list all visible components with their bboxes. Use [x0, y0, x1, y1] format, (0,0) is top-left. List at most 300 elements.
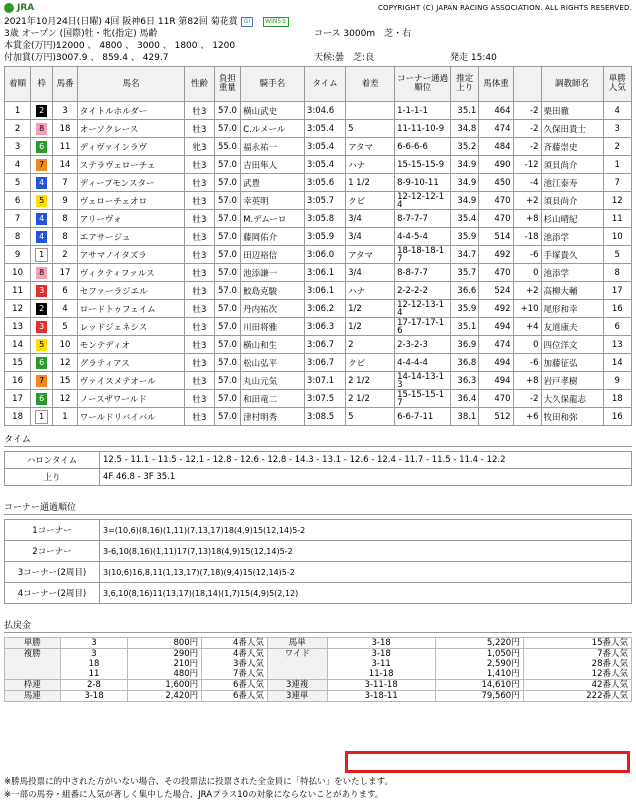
corner-title: コーナー通過順位: [4, 500, 632, 515]
cell-last3f: 35.2: [451, 138, 479, 156]
cell-popularity: 4: [603, 102, 632, 120]
cell-time: 3:06.1: [304, 264, 345, 282]
cell-last3f: 35.4: [451, 210, 479, 228]
cell-time: 3:05.4: [304, 120, 345, 138]
cell-body-weight: 492: [479, 246, 513, 264]
cell-popularity: 16: [603, 300, 632, 318]
cell-weight: 57.0: [214, 372, 240, 390]
payout-row: [5, 649, 632, 680]
cell-jockey[interactable]: 横山武史: [241, 102, 305, 120]
cell-margin: 1/2: [346, 300, 395, 318]
cell-rank: 7: [5, 210, 31, 228]
cell-trainer[interactable]: 手塚貴久: [541, 246, 603, 264]
cell-weight-diff: +8: [513, 210, 541, 228]
cell-time: 3:07.5: [304, 390, 345, 408]
waku-badge: 2: [36, 303, 47, 315]
waku-badge: 7: [36, 159, 47, 171]
cell-sex-age: 牡3: [185, 210, 214, 228]
corner-label: 2コーナー: [5, 541, 100, 562]
cell-trainer[interactable]: 池添学: [541, 228, 603, 246]
col-header-4: 性齢: [185, 67, 214, 102]
cell-weight: 57.0: [214, 264, 240, 282]
time-title: タイム: [4, 432, 632, 447]
cell-sex-age: 牡3: [185, 264, 214, 282]
cell-sex-age: 牡3: [185, 336, 214, 354]
cell-umaban: 3: [53, 102, 77, 120]
result-row: [5, 228, 632, 246]
cell-margin: 3/4: [346, 264, 395, 282]
result-row: [5, 246, 632, 264]
cell-body-weight: 470: [479, 264, 513, 282]
cell-time: 3:05.4: [304, 156, 345, 174]
payout-row: [5, 680, 632, 691]
cell-weight: 57.0: [214, 336, 240, 354]
cell-body-weight: 470: [479, 210, 513, 228]
cell-waku: [31, 318, 53, 336]
cell-trainer[interactable]: 池添学: [541, 264, 603, 282]
start-time: 発走 15:40: [450, 53, 497, 63]
cell-umaban: 14: [53, 156, 77, 174]
cell-margin: [346, 102, 395, 120]
col-header-11: 馬体重: [479, 67, 513, 102]
cell-sex-age: 牡3: [185, 156, 214, 174]
cell-trainer[interactable]: 高柳大輔: [541, 282, 603, 300]
cell-trainer[interactable]: 須貝尚介: [541, 192, 603, 210]
cell-horse-name[interactable]: ディヴァインラヴ: [77, 138, 184, 156]
result-row: [5, 390, 632, 408]
cell-umaban: 7: [53, 174, 77, 192]
payout-payout-2: 14,610円: [435, 680, 523, 691]
cell-trainer[interactable]: 栗田徹: [541, 102, 603, 120]
cell-corner: 2-3-2-3: [395, 336, 451, 354]
cell-weight-diff: +2: [513, 192, 541, 210]
payout-payout: 2,420円: [128, 691, 202, 702]
cell-body-weight: 494: [479, 372, 513, 390]
cell-horse-name[interactable]: アリーヴォ: [77, 210, 184, 228]
cell-trainer[interactable]: 岩戸孝樹: [541, 372, 603, 390]
cell-weight: 57.0: [214, 228, 240, 246]
cell-trainer[interactable]: 池江泰寿: [541, 174, 603, 192]
cell-waku: [31, 156, 53, 174]
cell-trainer[interactable]: 友道康夫: [541, 318, 603, 336]
cell-jockey[interactable]: 幸英明: [241, 192, 305, 210]
cell-jockey[interactable]: 吉田隼人: [241, 156, 305, 174]
cell-jockey[interactable]: M.デムーロ: [241, 210, 305, 228]
logo-text: JRA: [17, 3, 35, 13]
cell-horse-name[interactable]: アサマノイタズラ: [77, 246, 184, 264]
cell-body-weight: 474: [479, 120, 513, 138]
cell-popularity: 18: [603, 390, 632, 408]
cell-time: 3:06.1: [304, 282, 345, 300]
payout-combo-2: 3-18: [327, 638, 435, 649]
halon-value: 12.5 - 11.1 - 11.5 - 12.1 - 12.8 - 12.6 - 12.8 - 14.3 - 13.1 - 12.6 - 12.4 - 11.7 - 11.5 - 11.4 - 12.2: [100, 452, 632, 469]
cell-weight-diff: -2: [513, 390, 541, 408]
cell-corner: 6-6-6-6: [395, 138, 451, 156]
cell-weight: 57.0: [214, 210, 240, 228]
cell-weight: 57.0: [214, 390, 240, 408]
waku-badge: 1: [35, 410, 48, 424]
cell-rank: 10: [5, 264, 31, 282]
cell-rank: 1: [5, 102, 31, 120]
cell-horse-name[interactable]: レッドジェネシス: [77, 318, 184, 336]
cell-weight-diff: +6: [513, 408, 541, 426]
cell-last3f: 34.8: [451, 120, 479, 138]
cell-jockey[interactable]: 和田竜二: [241, 390, 305, 408]
cell-body-weight: 470: [479, 390, 513, 408]
cell-trainer[interactable]: 久保田貴士: [541, 120, 603, 138]
cell-body-weight: 514: [479, 228, 513, 246]
cell-rank: 12: [5, 300, 31, 318]
cell-sex-age: 牡3: [185, 372, 214, 390]
cell-waku: [31, 354, 53, 372]
cell-umaban: 2: [53, 246, 77, 264]
cell-popularity: 1: [603, 156, 632, 174]
cell-umaban: 15: [53, 372, 77, 390]
cell-weight: 57.0: [214, 282, 240, 300]
waku-badge: 3: [36, 321, 47, 333]
cell-last3f: 36.8: [451, 354, 479, 372]
cell-weight-diff: -2: [513, 102, 541, 120]
cell-popularity: 14: [603, 354, 632, 372]
win5-badge: [263, 17, 288, 27]
cell-umaban: 18: [53, 120, 77, 138]
payout-payout-2: 5,220円: [435, 638, 523, 649]
cell-waku: [31, 372, 53, 390]
result-row: [5, 264, 632, 282]
cell-weight-diff: -18: [513, 228, 541, 246]
payout-bet-type-2: ワイド: [267, 649, 327, 680]
payout-title: 払戻金: [4, 618, 632, 633]
cell-trainer[interactable]: 須貝尚介: [541, 156, 603, 174]
cell-horse-name[interactable]: ディープモンスター: [77, 174, 184, 192]
cell-body-weight: 494: [479, 354, 513, 372]
cell-horse-name[interactable]: ワールドリバイバル: [77, 408, 184, 426]
cell-jockey[interactable]: C.ルメール: [241, 120, 305, 138]
corner-row: [5, 520, 632, 541]
race-conditions: 3歳 オープン (国際)牡・牝(指定) 馬齢: [4, 29, 158, 39]
cell-time: 3:05.8: [304, 210, 345, 228]
cell-sex-age: 牡3: [185, 228, 214, 246]
cell-horse-name[interactable]: ノースザワールド: [77, 390, 184, 408]
cell-margin: クビ: [346, 354, 395, 372]
payout-popularity-2: 222番人気: [523, 691, 631, 702]
cell-sex-age: 牡3: [185, 408, 214, 426]
race-title: 2021年10月24日(日曜) 4回 阪神6日 11R 第82回 菊花賞: [4, 17, 238, 27]
cell-corner: 8-9-10-11: [395, 174, 451, 192]
cell-umaban: 5: [53, 318, 77, 336]
cell-body-weight: 484: [479, 138, 513, 156]
col-header-0: 着順: [5, 67, 31, 102]
corner-label: 1コーナー: [5, 520, 100, 541]
corner-label: 4コーナー(2周目): [5, 583, 100, 604]
cell-time: 3:06.2: [304, 300, 345, 318]
cell-time: 3:08.5: [304, 408, 345, 426]
cell-umaban: 17: [53, 264, 77, 282]
result-row: [5, 372, 632, 390]
col-header-2: 馬番: [53, 67, 77, 102]
cell-jockey[interactable]: 丸山元気: [241, 372, 305, 390]
cell-margin: 1 1/2: [346, 174, 395, 192]
cell-popularity: 17: [603, 282, 632, 300]
race-header: [0, 16, 636, 64]
payout-combo: 3: [60, 638, 128, 649]
payout-combo-2: 3-18-11: [327, 691, 435, 702]
cell-waku: [31, 246, 53, 264]
cell-weight: 57.0: [214, 156, 240, 174]
cell-last3f: 34.9: [451, 174, 479, 192]
cell-horse-name[interactable]: ステラヴェローチェ: [77, 156, 184, 174]
cell-trainer[interactable]: 尾形和幸: [541, 300, 603, 318]
cell-margin: 2 1/2: [346, 372, 395, 390]
cell-time: 3:05.4: [304, 138, 345, 156]
payout-popularity: 4番人気: [202, 638, 268, 649]
cell-jockey[interactable]: 鮫島克駿: [241, 282, 305, 300]
cell-rank: 2: [5, 120, 31, 138]
cell-weight: 55.0: [214, 138, 240, 156]
cell-weight-diff: +8: [513, 372, 541, 390]
cell-trainer[interactable]: 杉山晴紀: [541, 210, 603, 228]
cell-jockey[interactable]: 田辺裕信: [241, 246, 305, 264]
col-header-1: 枠: [31, 67, 53, 102]
cell-corner: 8-7-7-7: [395, 210, 451, 228]
cell-popularity: 13: [603, 336, 632, 354]
cell-weight-diff: -6: [513, 354, 541, 372]
cell-trainer[interactable]: 斉藤崇史: [541, 138, 603, 156]
cell-weight: 57.0: [214, 120, 240, 138]
cell-waku: [31, 192, 53, 210]
cell-popularity: 10: [603, 228, 632, 246]
halon-row: [5, 452, 632, 469]
cell-time: 3:05.7: [304, 192, 345, 210]
halon-label: ハロンタイム: [5, 452, 100, 469]
cell-waku: [31, 174, 53, 192]
cell-sex-age: 牡3: [185, 102, 214, 120]
cell-rank: 16: [5, 372, 31, 390]
payout-payout-2: 1,050円 2,590円 1,410円: [435, 649, 523, 680]
waku-badge: 7: [36, 375, 47, 387]
cell-body-weight: 494: [479, 318, 513, 336]
payout-bet-type: 単勝: [5, 638, 61, 649]
top-bar: [0, 0, 636, 16]
cell-weight-diff: +10: [513, 300, 541, 318]
col-header-7: タイム: [304, 67, 345, 102]
cell-margin: 2 1/2: [346, 390, 395, 408]
cell-rank: 6: [5, 192, 31, 210]
payout-bet-type-2: 馬単: [267, 638, 327, 649]
cell-time: 3:05.9: [304, 228, 345, 246]
cell-horse-name[interactable]: エアサージュ: [77, 228, 184, 246]
waku-badge: 5: [36, 195, 47, 207]
result-row: [5, 300, 632, 318]
cell-horse-name[interactable]: ヴィクティファルス: [77, 264, 184, 282]
addprize-values: 3007.9 、 859.4 、 429.7: [56, 53, 169, 63]
cell-time: 3:06.7: [304, 336, 345, 354]
results-body: [5, 102, 632, 426]
cell-sex-age: 牡3: [185, 120, 214, 138]
cell-horse-name[interactable]: ヴェローチェオロ: [77, 192, 184, 210]
cell-rank: 14: [5, 336, 31, 354]
payout-payout: 1,600円: [128, 680, 202, 691]
cell-corner: 12-12-12-14: [395, 192, 451, 210]
cell-time: 3:06.0: [304, 246, 345, 264]
cell-weight-diff: +2: [513, 282, 541, 300]
corner-value: 3-6,10(8,16)(1,11)17(7,13)18(4,9)15(12,14)5-2: [100, 541, 632, 562]
corner-row: [5, 541, 632, 562]
waku-badge: 4: [36, 231, 47, 243]
cell-corner: 2-2-2-2: [395, 282, 451, 300]
col-header-3: 馬名: [77, 67, 184, 102]
cell-weight: 57.0: [214, 246, 240, 264]
cell-margin: 3/4: [346, 210, 395, 228]
payout-popularity: 4番人気 3番人気 7番人気: [202, 649, 268, 680]
result-row: [5, 102, 632, 120]
cell-last3f: 35.1: [451, 102, 479, 120]
waku-badge: 4: [36, 177, 47, 189]
cell-umaban: 9: [53, 192, 77, 210]
cell-trainer[interactable]: 四位洋文: [541, 336, 603, 354]
payout-combo: 3-18: [60, 691, 128, 702]
payout-popularity-2: 15番人気: [523, 638, 631, 649]
highlight-box: [345, 751, 630, 773]
cell-popularity: 16: [603, 408, 632, 426]
payout-combo-2: 3-18 3-11 11-18: [327, 649, 435, 680]
cell-waku: [31, 282, 53, 300]
cell-time: 3:06.7: [304, 354, 345, 372]
payout-combo: 2-8: [60, 680, 128, 691]
cell-jockey[interactable]: 横山和生: [241, 336, 305, 354]
cell-corner: 15-15-15-17: [395, 390, 451, 408]
cell-umaban: 12: [53, 390, 77, 408]
cell-popularity: 3: [603, 120, 632, 138]
win5-number: ⑤: [281, 18, 287, 25]
cell-jockey[interactable]: 池添謙一: [241, 264, 305, 282]
cell-weight-diff: +4: [513, 318, 541, 336]
cell-popularity: 2: [603, 138, 632, 156]
cell-weight: 57.0: [214, 300, 240, 318]
result-row: [5, 282, 632, 300]
cell-jockey[interactable]: 松山弘平: [241, 354, 305, 372]
cell-corner: 1-1-1-1: [395, 102, 451, 120]
cell-jockey[interactable]: 藤岡佑介: [241, 228, 305, 246]
col-header-13: 調教師名: [541, 67, 603, 102]
copyright: COPYRIGHT (C) JAPAN RACING ASSOCIATION. ALL RIGHTS RESERVED.: [377, 4, 632, 12]
cell-time: 3:05.6: [304, 174, 345, 192]
cell-body-weight: 524: [479, 282, 513, 300]
payout-popularity: 6番人気: [202, 691, 268, 702]
corner-label: 3コーナー(2周目): [5, 562, 100, 583]
cell-umaban: 10: [53, 336, 77, 354]
cell-corner: 17-17-17-16: [395, 318, 451, 336]
corner-value: 3(10,6)16,8,11(1,13,17)(7,18)(9,4)15(12,14)5-2: [100, 562, 632, 583]
results-header-row: [5, 67, 632, 102]
cell-horse-name[interactable]: グラティアス: [77, 354, 184, 372]
cell-weight-diff: -2: [513, 120, 541, 138]
cell-margin: 5: [346, 408, 395, 426]
cell-jockey[interactable]: 津村明秀: [241, 408, 305, 426]
cell-umaban: 8: [53, 210, 77, 228]
result-row: [5, 192, 632, 210]
cell-jockey[interactable]: 丹内祐次: [241, 300, 305, 318]
cell-margin: 2: [346, 336, 395, 354]
cell-popularity: 6: [603, 318, 632, 336]
cell-body-weight: 512: [479, 408, 513, 426]
cell-corner: 12-12-13-14: [395, 300, 451, 318]
cell-waku: [31, 138, 53, 156]
payout-bet-type: 馬連: [5, 691, 61, 702]
cell-last3f: 38.1: [451, 408, 479, 426]
cell-horse-name[interactable]: オーソクレース: [77, 120, 184, 138]
payout-payout: 800円: [128, 638, 202, 649]
cell-last3f: 35.1: [451, 318, 479, 336]
waku-badge: 2: [36, 105, 47, 117]
cell-rank: 8: [5, 228, 31, 246]
cell-jockey[interactable]: 武豊: [241, 174, 305, 192]
col-header-5: 負担重量: [214, 67, 240, 102]
cell-margin: 1/2: [346, 318, 395, 336]
cell-margin: 3/4: [346, 228, 395, 246]
cell-rank: 11: [5, 282, 31, 300]
col-header-14: 単勝人気: [603, 67, 632, 102]
corner-value: 3=(10,6)(8,16)(1,11)(7,13,17)18(4,9)15(12,14)5-2: [100, 520, 632, 541]
cell-rank: 13: [5, 318, 31, 336]
cell-last3f: 36.9: [451, 336, 479, 354]
cell-umaban: 8: [53, 228, 77, 246]
cell-popularity: 7: [603, 174, 632, 192]
result-row: [5, 210, 632, 228]
cell-popularity: 9: [603, 372, 632, 390]
cell-popularity: 5: [603, 246, 632, 264]
cell-last3f: 34.9: [451, 192, 479, 210]
corner-table: [4, 519, 632, 604]
cell-horse-name[interactable]: タイトルホルダー: [77, 102, 184, 120]
cell-trainer[interactable]: 加藤征弘: [541, 354, 603, 372]
payout-bet-type-2: 3連複: [267, 680, 327, 691]
cell-rank: 4: [5, 156, 31, 174]
agari-label: 上り: [5, 469, 100, 486]
cell-sex-age: 牡3: [185, 318, 214, 336]
cell-waku: [31, 210, 53, 228]
waku-badge: 6: [36, 393, 47, 405]
cell-body-weight: 474: [479, 336, 513, 354]
corner-row: [5, 583, 632, 604]
jra-logo-icon: [4, 3, 14, 13]
cell-corner: 18-18-18-17: [395, 246, 451, 264]
cell-umaban: 12: [53, 354, 77, 372]
results-table: [4, 66, 632, 426]
cell-sex-age: 牡3: [185, 282, 214, 300]
cell-trainer[interactable]: 大久保龍志: [541, 390, 603, 408]
cell-weight-diff: 0: [513, 336, 541, 354]
cell-body-weight: 490: [479, 156, 513, 174]
cell-time: 3:06.3: [304, 318, 345, 336]
cell-jockey[interactable]: 川田将雅: [241, 318, 305, 336]
cell-horse-name[interactable]: モンテディオ: [77, 336, 184, 354]
waku-badge: 6: [36, 141, 47, 153]
cell-sex-age: 牝3: [185, 138, 214, 156]
jra-logo: [4, 3, 34, 13]
cell-horse-name[interactable]: ロードトゥフェイム: [77, 300, 184, 318]
cell-trainer[interactable]: 牧田和弥: [541, 408, 603, 426]
cell-sex-age: 牡3: [185, 246, 214, 264]
cell-waku: [31, 120, 53, 138]
cell-horse-name[interactable]: ヴァイスメテオール: [77, 372, 184, 390]
cell-corner: 8-8-7-7: [395, 264, 451, 282]
cell-jockey[interactable]: 福永祐一: [241, 138, 305, 156]
grade-badge: GI: [241, 17, 253, 27]
cell-horse-name[interactable]: セファーラジエル: [77, 282, 184, 300]
footnote-1: ※勝馬投票に的中された方がいない場合、その投票法に投票された全金員に「特払い」をいたします。: [4, 777, 393, 787]
cell-weight: 57.0: [214, 318, 240, 336]
